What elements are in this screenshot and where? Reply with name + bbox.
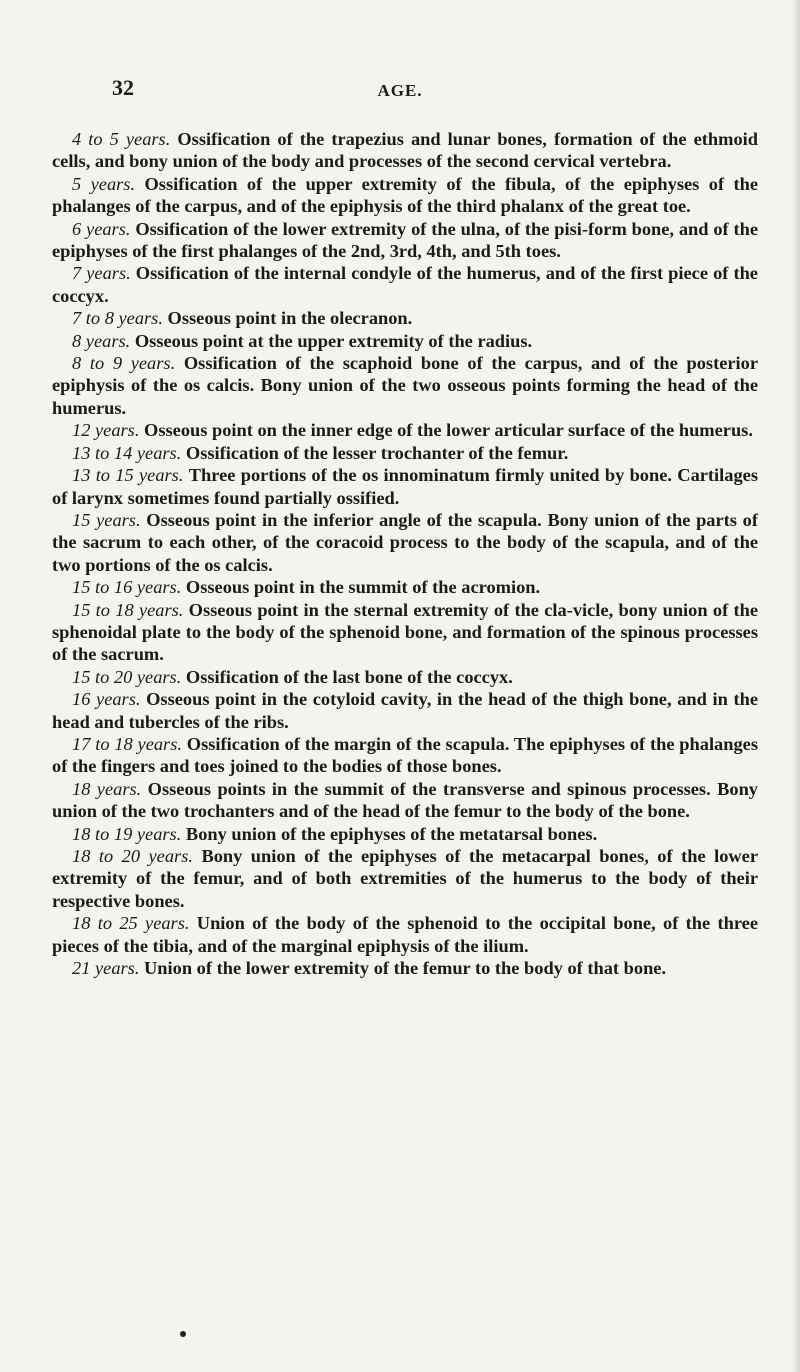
entry [52,509,758,576]
entry-age: 16 years. [72,689,141,710]
entry-age: 18 to 19 years. [72,823,182,844]
entry [52,464,758,509]
entry-text: Ossification of the upper extremity of the fibula, of the epiphyses of the phalanges of the carpus, and of the epiphysis of the third phalanx of the great toe. [52,173,759,217]
entry-text: Ossification of the internal condyle of the humerus, and of the first piece of the coccyx. [52,263,758,306]
page-number: 32 [112,75,134,100]
entry-age: 17 to 18 years. [72,733,182,754]
entry-age: 15 to 20 years. [72,666,182,687]
entry [52,733,758,778]
entry-age: 18 to 25 years. [72,913,190,934]
body-text [52,128,758,979]
entry-text: Union of the lower extremity of the femur to the body of that bone. [144,958,667,979]
entry-age: 7 to 8 years. [72,308,163,329]
entry-age: 15 to 16 years. [72,577,182,598]
entry-text: Ossification of the lesser trochanter of the femur. [185,442,569,463]
entry [52,912,758,957]
entry-age: 21 years. [72,958,140,979]
entry [52,778,758,823]
entry [52,666,758,688]
entry-age: 13 to 15 years. [72,465,184,486]
entry-age: 4 to 5 years. [72,129,171,149]
entry-text: Osseous point in the olecranon. [167,308,413,329]
entry [52,218,758,263]
entry [52,688,758,733]
entry-text: Osseous points in the summit of the transverse and spinous processes. Bony union of the two trochanters and of the head of the femur to the body of the bone. [52,778,758,822]
entry-age: 7 years. [72,263,131,284]
entry-text: Osseous point at the upper extremity of the radius. [134,330,533,351]
entry-age: 13 to 14 years. [72,442,182,463]
entry [52,352,758,419]
entry-text: Osseous point in the cotyloid cavity, in the head of the thigh bone, and in the head and tubercles of the ribs. [52,689,758,732]
page-header [52,75,748,109]
entry-age: 15 years. [72,509,141,530]
entry-text: Ossification of the scaphoid bone of the carpus, and of the posterior epiphysis of the os calcis. Bony union of the two osseous points forming the head of the humerus. [52,353,758,418]
entry [52,576,758,598]
entry-text: Union of the body of the sphenoid to the occipital bone, of the three pieces of the tibia, and of the marginal epiphysis of the ilium. [52,913,758,956]
entry-text: Osseous point in the summit of the acromion. [185,577,541,598]
entry [52,957,758,979]
running-head: AGE. [377,81,423,100]
entry-age: 8 to 9 years. [72,353,176,374]
entry [52,128,758,173]
entry [52,845,758,912]
entry [52,599,758,666]
entry [52,823,758,845]
entry-text: Bony union of the epiphyses of the metatarsal bones. [185,823,598,844]
entry-age: 12 years. [72,420,140,441]
entry-age: 6 years. [72,218,131,239]
entry [52,330,758,352]
entry-age: 18 years. [72,778,142,799]
entry-text: Bony union of the epiphyses of the metacarpal bones, of the lower extremity of the femur, and of both extremities of the humerus to the body of their respective bones. [52,846,758,911]
entry [52,419,758,441]
entry [52,442,758,464]
entry-text: Ossification of the last bone of the coccyx. [185,666,513,687]
entry-text: Osseous point on the inner edge of the lower articular surface of the humerus. [144,420,753,441]
ink-speck [180,1331,186,1337]
entry-text: Ossification of the margin of the scapula. The epiphyses of the phalanges of the fingers and toes joined to the bodies of those bones. [52,733,758,777]
entry-age: 8 years. [72,330,131,351]
entry [52,173,758,218]
page-edge-shadow [792,0,800,1372]
entry [52,262,758,307]
entry-text: Ossification of the trapezius and lunar bones, formation of the ethmoid cells, and bony union of the body and processes of the second cervical vertebra. [52,129,758,172]
entry-text: Ossification of the lower extremity of the ulna, of the pisi-form bone, and of the epiphyses of the first phalanges of the 2nd, 3rd, 4th, and 5th toes. [52,218,759,262]
entry-age: 5 years. [72,173,136,194]
entry-age: 15 to 18 years. [72,599,184,620]
entry-age: 18 to 20 years. [72,846,193,866]
entry [52,307,758,329]
entry-text: Osseous point in the inferior angle of the scapula. Bony union of the parts of the sacrum to each other, of the coracoid process to the body of the scapula, and of the two portions of the os calcis. [52,509,758,575]
entry-text: Osseous point in the sternal extremity of the cla-vicle, bony union of the sphenoidal plate to the body of the sphenoid bone, and formation of the spinous processes of the sacrum. [52,599,758,665]
entry-text: Three portions of the os innominatum firmly united by bone. Cartilages of larynx sometimes found partially ossified. [52,465,758,508]
